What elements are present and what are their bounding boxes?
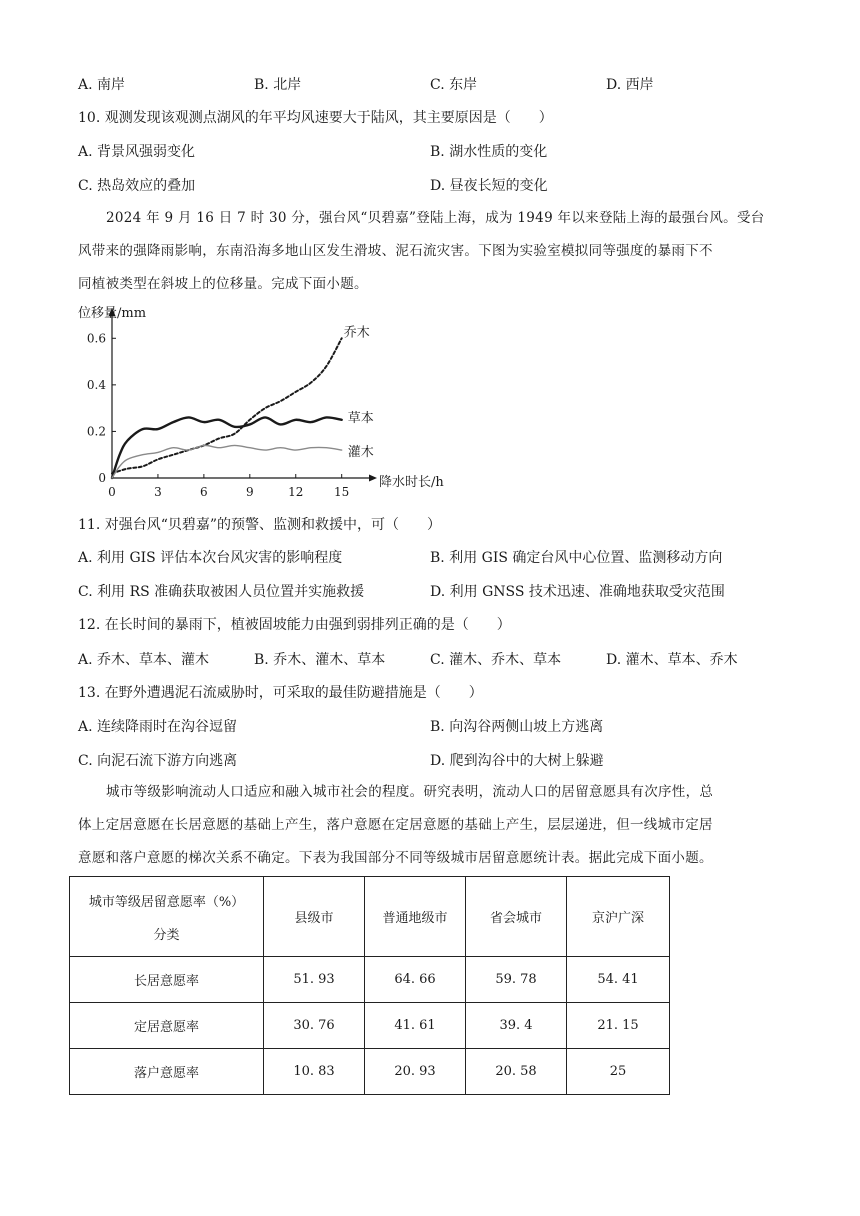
q10-option-d: D. 昼夜长短的变化 [430, 178, 548, 194]
x-tick-label: 15 [334, 485, 350, 499]
x-axis-label: 降水时长/h [379, 475, 444, 490]
table-cell: 41. 61 [365, 1003, 466, 1049]
table-cell: 30. 76 [264, 1003, 365, 1049]
passage-migration-line-3: 意愿和落户意愿的梯次关系不确定。下表为我国部分不同等级城市居留意愿统计表。据此完成下面小题。 [78, 850, 713, 866]
row-label: 长居意愿率 [70, 957, 264, 1003]
residence-intention-table [69, 876, 670, 1095]
y-axis-label: 位移量/mm [78, 306, 147, 321]
column-header: 省会城市 [466, 877, 567, 957]
q9-option-b: B. 北岸 [254, 77, 302, 93]
y-tick-label: 0.6 [86, 331, 106, 346]
table-row [70, 1049, 670, 1095]
table-cell: 39. 4 [466, 1003, 567, 1049]
series-line-乔木 [112, 338, 342, 473]
q11-option-b: B. 利用 GIS 确定台风中心位置、监测移动方向 [430, 550, 723, 566]
y-tick-label: 0 [98, 471, 106, 485]
table-row [70, 1003, 670, 1049]
x-axis-arrow [369, 475, 377, 482]
q13-option-b: B. 向沟谷两侧山坡上方逃离 [430, 719, 604, 735]
q12-option-d: D. 灌木、草本、乔木 [606, 652, 738, 668]
q11-option-c: C. 利用 RS 准确获取被困人员位置并实施救援 [78, 584, 365, 600]
x-tick-label: 6 [200, 485, 208, 499]
table-cell: 64. 66 [365, 957, 466, 1003]
table-cell: 20. 58 [466, 1049, 567, 1095]
table-cell: 20. 93 [365, 1049, 466, 1095]
q12-option-b: B. 乔木、灌木、草本 [254, 652, 386, 668]
table-cell: 21. 15 [567, 1003, 670, 1049]
table-cell: 51. 93 [264, 957, 365, 1003]
x-tick-label: 9 [245, 485, 254, 499]
displacement-chart [70, 300, 490, 500]
passage-typhoon-line-1: 2024 年 9 月 16 日 7 时 30 分，强台风“贝碧嘉”登陆上海，成为 1949 年以来登陆上海的最强台风。受台 [106, 210, 765, 226]
series-label: 草本 [347, 410, 374, 426]
x-tick-label: 12 [288, 485, 304, 499]
table-row [70, 957, 670, 1003]
passage-typhoon-line-2: 风带来的强降雨影响，东南沿海多地山区发生滑坡、泥石流灾害。下图为实验室模拟同等强度的暴雨下不 [78, 243, 713, 259]
q9-option-a: A. 南岸 [78, 77, 126, 93]
table-cell: 54. 41 [567, 957, 670, 1003]
q13-option-d: D. 爬到沟谷中的大树上躲避 [430, 753, 604, 769]
column-header: 京沪广深 [567, 877, 670, 957]
x-tick-label: 3 [154, 485, 162, 499]
q10-option-c: C. 热岛效应的叠加 [78, 178, 196, 194]
q12-option-c: C. 灌木、乔木、草本 [430, 652, 562, 668]
passage-typhoon [78, 202, 782, 301]
passage-migration-line-2: 体上定居意愿在长居意愿的基础上产生，落户意愿在定居意愿的基础上产生，层层递进，但一线城市定居 [78, 817, 713, 833]
q13-stem: 13. 在野外遭遇泥石流威胁时，可采取的最佳防避措施是（ ） [78, 685, 483, 701]
table-cell: 59. 78 [466, 957, 567, 1003]
row-label: 落户意愿率 [70, 1049, 264, 1095]
y-tick-label: 0.4 [86, 377, 106, 392]
series-label: 灌木 [347, 445, 374, 461]
q10-option-a: A. 背景风强弱变化 [78, 144, 196, 160]
q10-stem: 10. 观测发现该观测点湖风的年平均风速要大于陆风，其主要原因是（ ） [78, 110, 553, 126]
series-label: 乔木 [343, 325, 370, 341]
q9-option-c: C. 东岸 [430, 77, 478, 93]
q11-option-a: A. 利用 GIS 评估本次台风灾害的影响程度 [78, 550, 343, 566]
q12-option-a: A. 乔木、草本、灌木 [78, 652, 210, 668]
q12-stem: 12. 在长时间的暴雨下，植被固坡能力由强到弱排列正确的是（ ） [78, 617, 511, 633]
x-tick-label: 0 [108, 485, 116, 499]
table-cell: 10. 83 [264, 1049, 365, 1095]
y-tick-label: 0.2 [86, 424, 106, 439]
q13-option-a: A. 连续降雨时在沟谷逗留 [78, 719, 238, 735]
column-header: 普通地级市 [365, 877, 466, 957]
passage-typhoon-line-3: 同植被类型在斜坡上的位移量。完成下面小题。 [78, 276, 368, 292]
table-corner-header [70, 877, 264, 957]
table-cell: 25 [567, 1049, 670, 1095]
series-line-灌木 [112, 445, 342, 478]
q13-option-c: C. 向泥石流下游方向逃离 [78, 753, 238, 769]
table-corner-bottom: 分类 [153, 927, 180, 943]
table-header-row [70, 877, 670, 957]
q9-option-d: D. 西岸 [606, 77, 654, 93]
passage-migration-line-1: 城市等级影响流动人口适应和融入城市社会的程度。研究表明，流动人口的居留意愿具有次序性，总 [106, 784, 714, 800]
q10-option-b: B. 湖水性质的变化 [430, 144, 548, 160]
column-header: 县级市 [264, 877, 365, 957]
q11-option-d: D. 利用 GNSS 技术迅速、准确地获取受灾范围 [430, 584, 725, 600]
row-label: 定居意愿率 [70, 1003, 264, 1049]
passage-migration [78, 776, 782, 875]
q11-stem: 11. 对强台风“贝碧嘉”的预警、监测和救援中，可（ ） [78, 517, 442, 533]
table-corner-top: 城市等级居留意愿率（%） [88, 894, 245, 910]
